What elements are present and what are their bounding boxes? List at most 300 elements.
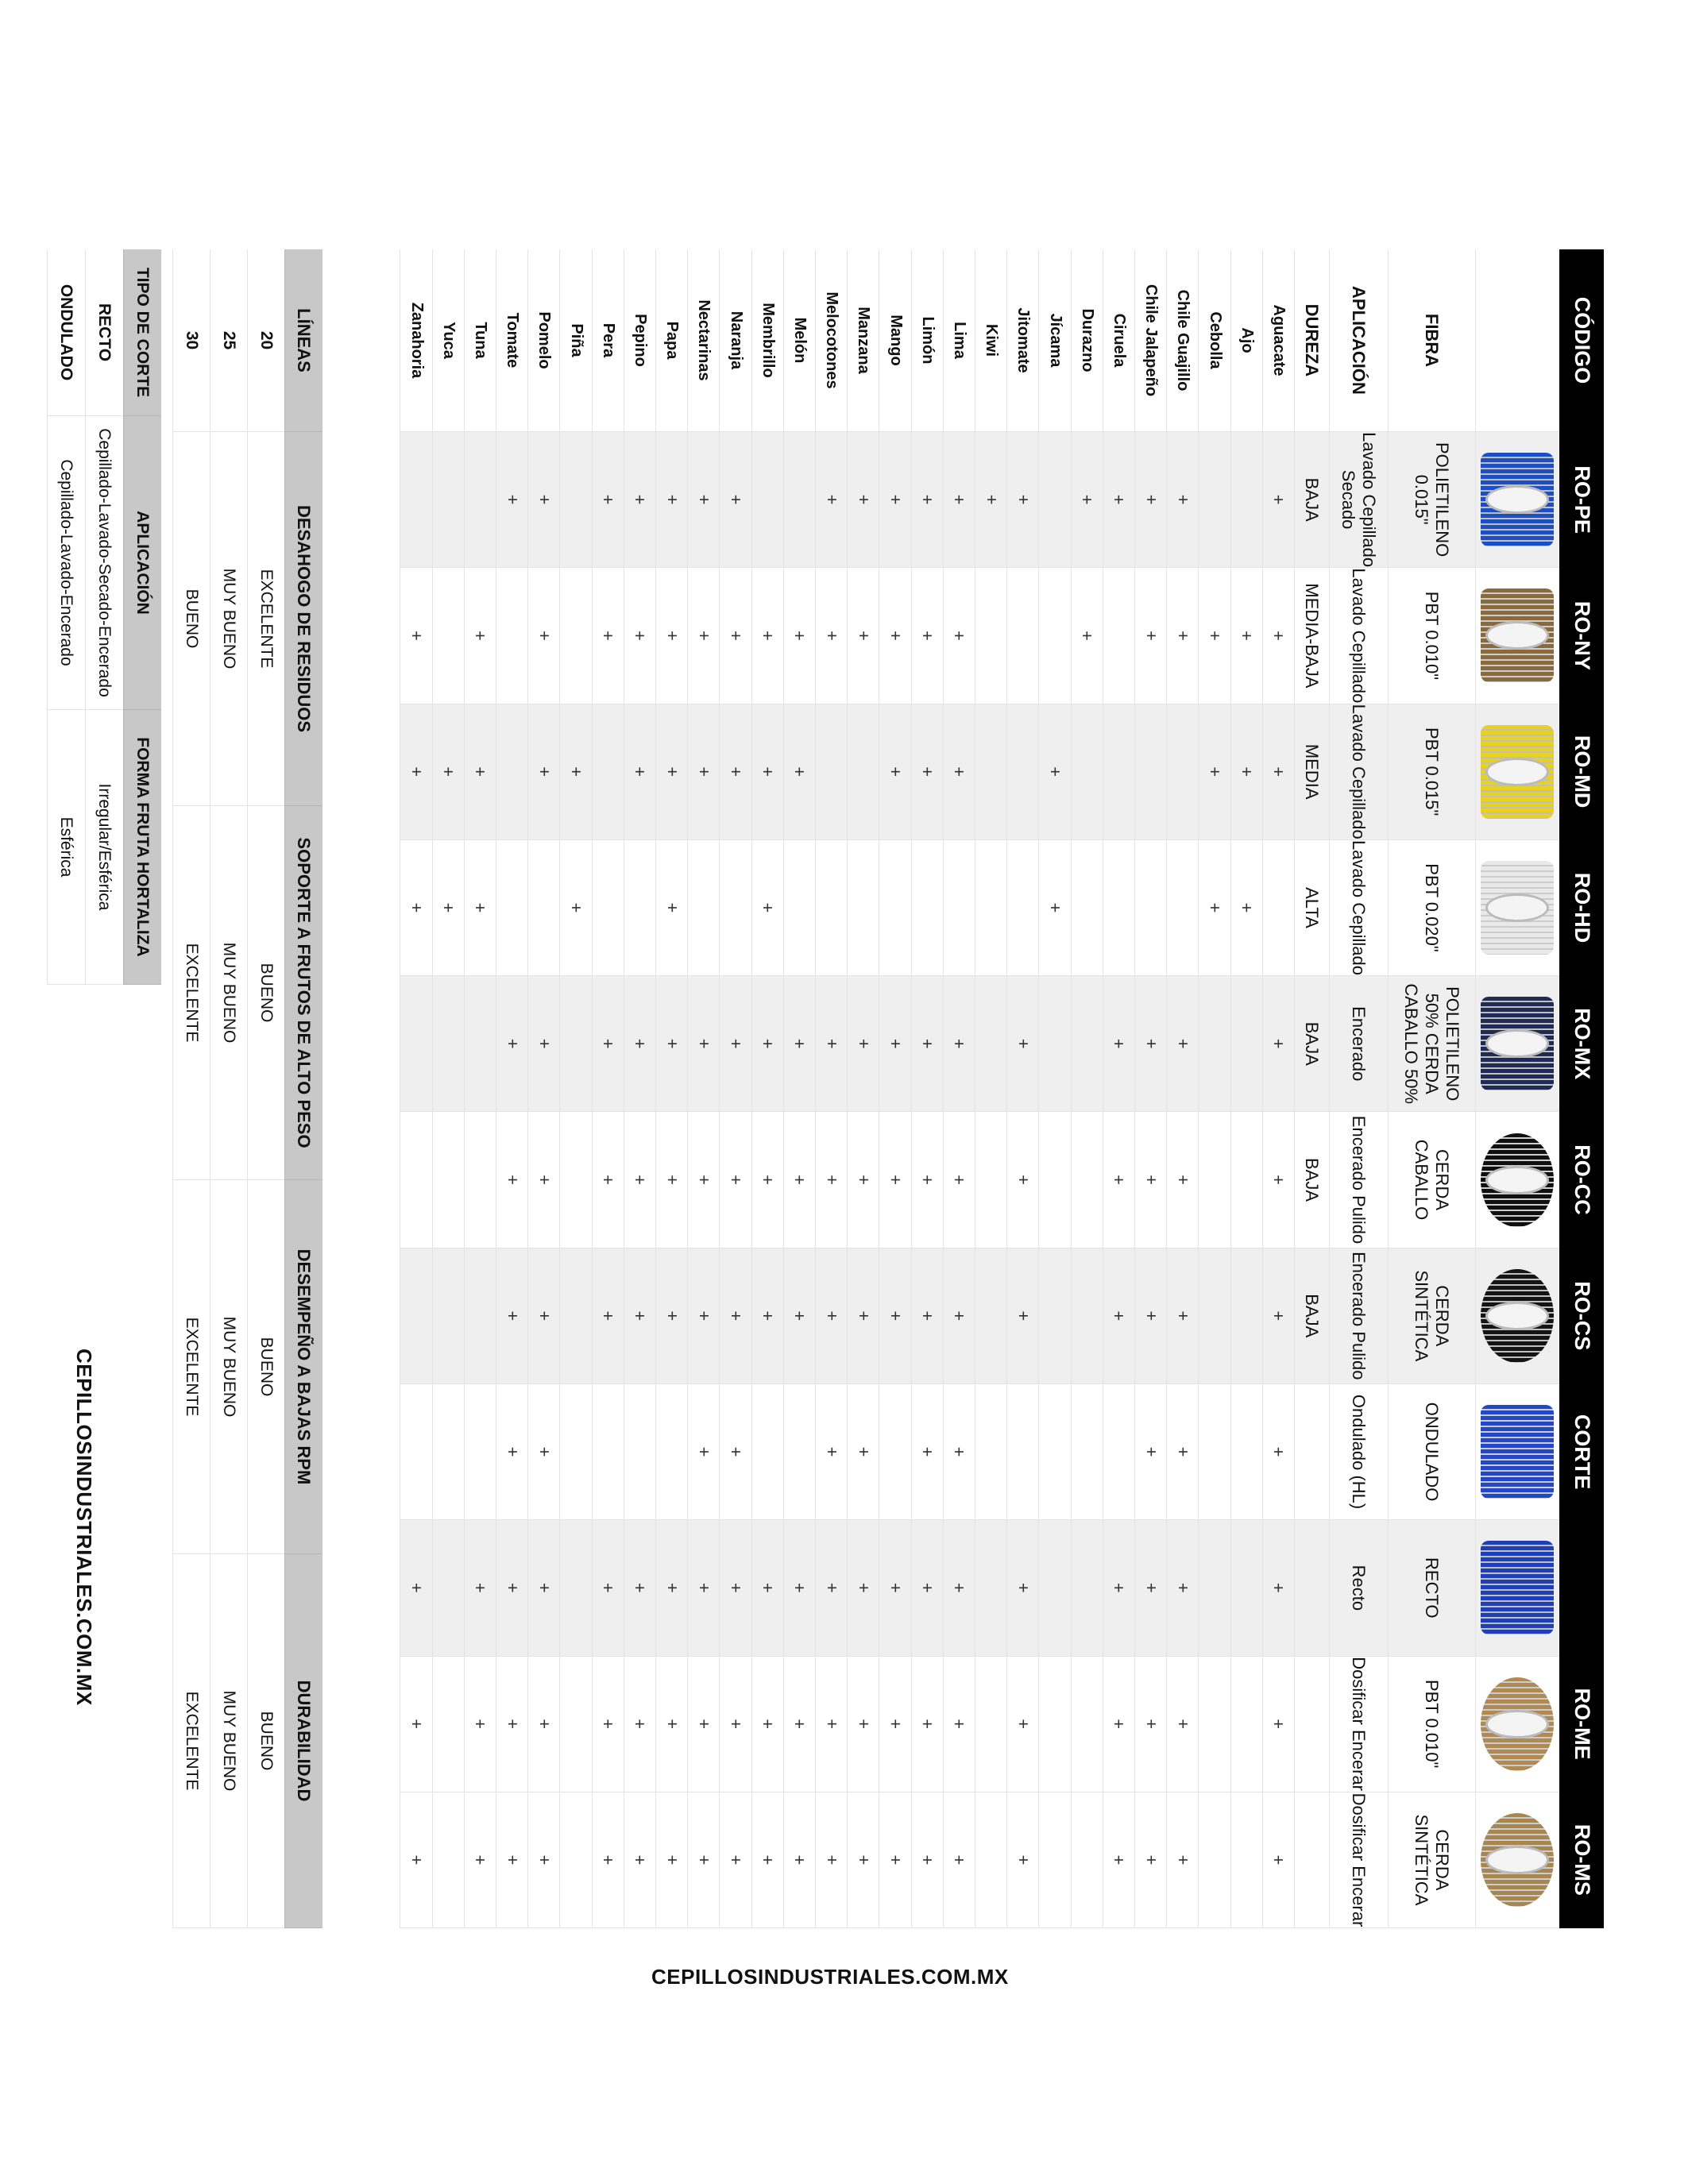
fruit-mark-cell: [400, 1520, 431, 1656]
plus-mark: +: [566, 902, 587, 913]
fruit-row: [1198, 249, 1230, 1928]
fruit-mark-cell: [1166, 1520, 1198, 1656]
plus-mark: +: [886, 630, 906, 641]
fruit-name: Membrillo: [751, 249, 783, 432]
fruit-mark-cell: [783, 568, 815, 704]
plus-mark: +: [949, 1310, 970, 1322]
fruit-mark-cell: [1071, 1520, 1103, 1656]
plus-mark: +: [438, 766, 459, 778]
aplicacion-cell: Encerado: [1329, 976, 1388, 1112]
plus-mark: +: [949, 1175, 970, 1185]
dureza-cell: [1294, 1520, 1329, 1656]
plus-mark: +: [853, 1854, 874, 1866]
plus-mark: +: [949, 1854, 970, 1866]
fruit-name: Mango: [879, 249, 910, 432]
fruit-name: Tomate: [496, 249, 527, 432]
fruit-mark-cell: [911, 1792, 943, 1928]
plus-mark: +: [821, 1854, 842, 1866]
fruit-name: Cebolla: [1198, 249, 1230, 432]
fruit-mark-cell: [432, 1248, 464, 1384]
plus-mark: +: [1172, 494, 1193, 505]
plus-mark: +: [534, 1446, 554, 1457]
plus-mark: +: [1013, 1854, 1033, 1866]
plus-mark: +: [534, 1175, 554, 1185]
plus-mark: +: [949, 1038, 970, 1049]
fruit-mark-cell: [1198, 704, 1230, 840]
fruit-mark-cell: [847, 1520, 879, 1656]
fruit-mark-cell: [624, 1248, 655, 1384]
plus-mark: +: [1269, 1038, 1289, 1049]
bottom-website-text: CEPILLOSINDUSTRIALES.COM.MX: [651, 1965, 1009, 1989]
fruit-mark-cell: [559, 1520, 591, 1656]
fruit-name: Ajo: [1230, 249, 1262, 432]
code-header-2: RO-MD: [1559, 704, 1604, 840]
plus-mark: +: [662, 1175, 682, 1185]
plus-mark: +: [949, 1719, 970, 1730]
plus-mark: +: [758, 766, 778, 778]
fruit-mark-cell: [1262, 1112, 1294, 1248]
corte-row: [47, 249, 85, 985]
plus-mark: +: [693, 494, 714, 505]
fruit-mark-cell: [1198, 976, 1230, 1112]
plus-mark: +: [886, 1582, 906, 1593]
fruit-mark-cell: [1134, 1657, 1166, 1792]
fruit-mark-cell: [592, 1248, 624, 1384]
fruit-mark-cell: [559, 1112, 591, 1248]
plus-mark: +: [1013, 1582, 1033, 1593]
fruit-mark-cell: [1166, 568, 1198, 704]
plus-mark: +: [1237, 630, 1257, 641]
plus-mark: +: [1013, 494, 1033, 505]
fruit-mark-cell: [496, 1792, 527, 1928]
fruit-mark-cell: [879, 976, 910, 1112]
plus-mark: +: [1045, 766, 1066, 778]
plus-mark: +: [790, 1582, 810, 1593]
fruit-mark-cell: [1134, 976, 1166, 1112]
plus-mark: +: [821, 494, 842, 505]
fruit-mark-cell: [624, 1520, 655, 1656]
plus-mark: +: [1109, 494, 1130, 505]
brush-core: [1486, 1302, 1550, 1330]
plus-mark: +: [662, 1582, 682, 1593]
fruit-mark-cell: [1230, 1384, 1262, 1520]
plus-mark: +: [758, 1038, 778, 1049]
fruit-name: Lima: [943, 249, 975, 432]
fruit-mark-cell: [559, 1792, 591, 1928]
brush-core: [1486, 758, 1550, 786]
fruit-name: Kiwi: [975, 249, 1006, 432]
plus-mark: +: [917, 1719, 938, 1730]
fruit-mark-cell: [655, 1657, 687, 1792]
brush-core: [1486, 893, 1550, 922]
fruit-mark-cell: [1262, 1384, 1294, 1520]
plus-mark: +: [1205, 630, 1226, 641]
fruit-name: Manzana: [847, 249, 879, 432]
fruit-mark-cell: [911, 1384, 943, 1520]
brush-core: [1486, 485, 1550, 514]
fruit-mark-cell: [1006, 1792, 1038, 1928]
fruit-mark-cell: [592, 1657, 624, 1792]
fruit-mark-cell: [815, 432, 847, 568]
fruit-mark-cell: [847, 1384, 879, 1520]
fruit-mark-cell: [1071, 704, 1103, 840]
plus-mark: +: [726, 1854, 747, 1866]
fruit-mark-cell: [719, 1520, 751, 1656]
fruit-mark-cell: [432, 1384, 464, 1520]
fruit-mark-cell: [1230, 1112, 1262, 1248]
brush-product-table: [326, 249, 1604, 1928]
fruit-mark-cell: [911, 976, 943, 1112]
plus-mark: +: [949, 494, 970, 505]
fruit-mark-cell: [1230, 1792, 1262, 1928]
plus-mark: +: [1013, 1038, 1033, 1049]
plus-mark: +: [949, 766, 970, 778]
fruit-mark-cell: [1198, 1248, 1230, 1384]
plus-mark: +: [1269, 1175, 1289, 1185]
fruit-mark-cell: [400, 976, 431, 1112]
lines-row: [172, 249, 210, 1928]
fruit-mark-cell: [719, 568, 751, 704]
fruit-mark-cell: [815, 1248, 847, 1384]
plus-mark: +: [853, 494, 874, 505]
fruit-mark-cell: [527, 704, 559, 840]
fruit-row: [975, 249, 1006, 1928]
fruit-mark-cell: [592, 976, 624, 1112]
fruit-mark-cell: [432, 568, 464, 704]
fibra-cell: PBT 0.015": [1388, 704, 1475, 840]
plus-mark: +: [1141, 1582, 1161, 1593]
fruit-mark-cell: [400, 1657, 431, 1792]
plus-mark: +: [1109, 1175, 1130, 1185]
fruit-mark-cell: [847, 432, 879, 568]
plus-mark: +: [1269, 630, 1289, 641]
image-row-label: [1475, 249, 1559, 432]
plus-mark: +: [534, 1582, 554, 1593]
fruit-mark-cell: [432, 704, 464, 840]
fruit-mark-cell: [400, 432, 431, 568]
fruit-mark-cell: [815, 1384, 847, 1520]
fruit-mark-cell: [879, 568, 910, 704]
fruit-row: [911, 249, 943, 1928]
fruit-mark-cell: [1038, 840, 1070, 976]
fruit-mark-cell: [751, 1248, 783, 1384]
fruit-mark-cell: [815, 568, 847, 704]
fruit-mark-cell: [464, 1112, 496, 1248]
fruit-mark-cell: [1038, 1792, 1070, 1928]
fruit-mark-cell: [943, 840, 975, 976]
brush-image-cell: [1475, 1657, 1559, 1792]
plus-mark: +: [693, 766, 714, 778]
fruit-mark-cell: [624, 1112, 655, 1248]
plus-mark: +: [534, 630, 554, 641]
plus-mark: +: [534, 766, 554, 778]
fruit-mark-cell: [751, 1792, 783, 1928]
lines-cell-desahogo: EXCELENTE: [247, 432, 284, 806]
plus-mark: +: [534, 1854, 554, 1866]
fruit-mark-cell: [559, 1248, 591, 1384]
fruit-mark-cell: [592, 1384, 624, 1520]
plus-mark: +: [790, 1854, 810, 1866]
fruit-mark-cell: [1071, 1792, 1103, 1928]
fruit-mark-cell: [687, 704, 719, 840]
code-header-1: RO-NY: [1559, 568, 1604, 704]
fruit-mark-cell: [687, 840, 719, 976]
dureza-cell: MEDIA: [1294, 704, 1329, 840]
fibra-cell: RECTO: [1388, 1520, 1475, 1656]
fruit-mark-cell: [464, 568, 496, 704]
plus-mark: +: [662, 1038, 682, 1049]
fruit-mark-cell: [400, 1112, 431, 1248]
plus-mark: +: [1141, 1446, 1161, 1457]
fruit-mark-cell: [1166, 976, 1198, 1112]
fruit-mark-cell: [527, 568, 559, 704]
fruit-mark-cell: [1166, 1792, 1198, 1928]
fruit-mark-cell: [815, 976, 847, 1112]
fruit-mark-cell: [815, 1112, 847, 1248]
fruit-mark-cell: [1006, 568, 1038, 704]
corte-table: [47, 249, 161, 985]
lines-cell-durabilidad: EXCELENTE: [172, 1554, 210, 1928]
plus-mark: +: [662, 902, 682, 913]
plus-mark: +: [1172, 1310, 1193, 1322]
plus-mark: +: [790, 1175, 810, 1185]
aplicacion-cell: Ondulado (HL): [1329, 1384, 1388, 1520]
plus-mark: +: [821, 1446, 842, 1457]
fruit-mark-cell: [1134, 1248, 1166, 1384]
lines-cell-desempeno: MUY BUENO: [210, 1180, 247, 1554]
fruit-mark-cell: [719, 432, 751, 568]
fruit-mark-cell: [975, 1792, 1006, 1928]
fruit-mark-cell: [687, 432, 719, 568]
plus-mark: +: [1172, 630, 1193, 641]
fruit-mark-cell: [1103, 432, 1134, 568]
fruit-mark-cell: [464, 840, 496, 976]
fruit-mark-cell: [432, 1112, 464, 1248]
fruit-mark-cell: [975, 976, 1006, 1112]
fruit-mark-cell: [687, 1112, 719, 1248]
plus-mark: +: [598, 1175, 619, 1185]
fruit-mark-cell: [879, 1248, 910, 1384]
fruit-mark-cell: [559, 976, 591, 1112]
plus-mark: +: [821, 1310, 842, 1322]
plus-mark: +: [886, 1175, 906, 1185]
fruit-mark-cell: [1262, 568, 1294, 704]
fruit-name: Piña: [559, 249, 591, 432]
fruit-mark-cell: [1230, 976, 1262, 1112]
fruit-mark-cell: [1198, 1384, 1230, 1520]
plus-mark: +: [821, 1582, 842, 1593]
plus-mark: +: [693, 1582, 714, 1593]
fruit-mark-cell: [879, 1792, 910, 1928]
lines-cell-line: 25: [210, 249, 247, 432]
plus-mark: +: [726, 1310, 747, 1322]
plus-mark: +: [470, 630, 491, 641]
fibra-cell: ONDULADO: [1388, 1384, 1475, 1520]
plus-mark: +: [726, 1038, 747, 1049]
fruit-mark-cell: [879, 432, 910, 568]
fruit-mark-cell: [592, 1792, 624, 1928]
plus-mark: +: [693, 1719, 714, 1730]
aplicacion-label: APLICACIÓN: [1329, 249, 1388, 432]
plus-mark: +: [598, 1310, 619, 1322]
fruit-mark-cell: [655, 1248, 687, 1384]
plus-mark: +: [917, 1175, 938, 1185]
aplicacion-cell: Dosificar Encerar: [1329, 1657, 1388, 1792]
fruit-mark-cell: [1198, 1657, 1230, 1792]
fruit-mark-cell: [847, 976, 879, 1112]
fruit-mark-cell: [1103, 568, 1134, 704]
fruit-mark-cell: [655, 704, 687, 840]
fruit-mark-cell: [911, 432, 943, 568]
lines-cell-durabilidad: MUY BUENO: [210, 1554, 247, 1928]
fruit-mark-cell: [1134, 1384, 1166, 1520]
fibra-cell: CERDA CABALLO: [1388, 1112, 1475, 1248]
fruit-mark-cell: [527, 1520, 559, 1656]
corte-cell-forma: Esférica: [47, 710, 85, 985]
fruit-mark-cell: [879, 1112, 910, 1248]
fruit-mark-cell: [400, 704, 431, 840]
fruit-mark-cell: [464, 976, 496, 1112]
lines-cell-desahogo: BUENO: [172, 432, 210, 806]
brush-core: [1486, 1710, 1550, 1738]
fruit-mark-cell: [719, 976, 751, 1112]
brush-image: [1481, 997, 1555, 1090]
fruit-mark-cell: [1166, 1248, 1198, 1384]
plus-mark: +: [1141, 494, 1161, 505]
fruit-mark-cell: [719, 1792, 751, 1928]
corte-cell-forma: Irregular/Esférica: [85, 710, 123, 985]
fruit-row: [815, 249, 847, 1928]
fruit-mark-cell: [879, 1384, 910, 1520]
fruit-mark-cell: [655, 1792, 687, 1928]
fruit-mark-cell: [911, 840, 943, 976]
fruit-mark-cell: [655, 1520, 687, 1656]
plus-mark: +: [502, 494, 523, 505]
fruit-row: [592, 249, 624, 1928]
plus-mark: +: [1237, 766, 1257, 778]
plus-mark: +: [853, 1175, 874, 1185]
fruit-mark-cell: [815, 1657, 847, 1792]
fruit-mark-cell: [1103, 1384, 1134, 1520]
fruit-mark-cell: [1134, 432, 1166, 568]
fruit-mark-cell: [783, 704, 815, 840]
fruit-mark-cell: [687, 1520, 719, 1656]
fruit-mark-cell: [496, 1657, 527, 1792]
plus-mark: +: [790, 1038, 810, 1049]
fruit-mark-cell: [943, 1792, 975, 1928]
fibra-cell: PBT 0.010": [1388, 568, 1475, 704]
brush-image: [1481, 1133, 1555, 1227]
fruit-mark-cell: [1038, 704, 1070, 840]
plus-mark: +: [502, 1582, 523, 1593]
fruit-mark-cell: [1006, 1657, 1038, 1792]
plus-mark: +: [1109, 1582, 1130, 1593]
fruit-name: Melocotones: [815, 249, 847, 432]
plus-mark: +: [502, 1446, 523, 1457]
fruit-mark-cell: [655, 840, 687, 976]
plus-mark: +: [407, 1719, 427, 1730]
fruit-row: [464, 249, 496, 1928]
plus-mark: +: [853, 1310, 874, 1322]
fruit-mark-cell: [527, 976, 559, 1112]
dureza-cell: BAJA: [1294, 1248, 1329, 1384]
plus-mark: +: [598, 1582, 619, 1593]
fibra-row: [1388, 249, 1475, 1928]
fruit-mark-cell: [943, 1248, 975, 1384]
fruit-mark-cell: [1166, 1112, 1198, 1248]
code-header-8: [1559, 1520, 1604, 1656]
fibra-cell: PBT 0.020": [1388, 840, 1475, 976]
plus-mark: +: [1269, 494, 1289, 505]
plus-mark: +: [693, 1310, 714, 1322]
plus-mark: +: [821, 1175, 842, 1185]
fruit-row: [400, 249, 431, 1928]
fruit-mark-cell: [1103, 1248, 1134, 1384]
brush-core: [1486, 621, 1550, 650]
fruit-row: [1166, 249, 1198, 1928]
plus-mark: +: [758, 630, 778, 641]
fruit-mark-cell: [1006, 1384, 1038, 1520]
brush-image: [1481, 588, 1555, 682]
plus-mark: +: [758, 1175, 778, 1185]
fruit-mark-cell: [1038, 1657, 1070, 1792]
plus-mark: +: [534, 1719, 554, 1730]
fruit-mark-cell: [464, 704, 496, 840]
plus-mark: +: [1013, 1175, 1033, 1185]
fruit-mark-cell: [464, 1520, 496, 1656]
code-header-row: [1559, 249, 1604, 1928]
fruit-mark-cell: [687, 976, 719, 1112]
plus-mark: +: [1172, 1175, 1193, 1185]
fruit-mark-cell: [559, 1657, 591, 1792]
aplicacion-cell: Lavado Cepillado: [1329, 704, 1388, 840]
fruit-mark-cell: [496, 1384, 527, 1520]
fruit-mark-cell: [751, 840, 783, 976]
aplicacion-cell: Recto: [1329, 1520, 1388, 1656]
aplicacion-cell: Dosificar Encerar: [1329, 1792, 1388, 1928]
plus-mark: +: [886, 766, 906, 778]
fruit-name: Zanahoria: [400, 249, 431, 432]
fruit-name: Papa: [655, 249, 687, 432]
fruit-mark-cell: [975, 840, 1006, 976]
fruit-mark-cell: [624, 432, 655, 568]
plus-mark: +: [917, 1854, 938, 1866]
fruit-mark-cell: [879, 1520, 910, 1656]
fruit-mark-cell: [943, 568, 975, 704]
dureza-cell: BAJA: [1294, 976, 1329, 1112]
fruit-mark-cell: [847, 568, 879, 704]
fruit-mark-cell: [1038, 976, 1070, 1112]
fruit-mark-cell: [1134, 1520, 1166, 1656]
brush-image: [1481, 1405, 1555, 1499]
fruit-mark-cell: [783, 432, 815, 568]
brush-core: [1486, 1166, 1550, 1194]
fruit-mark-cell: [911, 1657, 943, 1792]
plus-mark: +: [726, 1175, 747, 1185]
fruit-mark-cell: [751, 1657, 783, 1792]
corte-cell-aplicacion: Cepillado-Lavado-Secado-Encerado: [85, 416, 123, 710]
plus-mark: +: [1141, 630, 1161, 641]
plus-mark: +: [502, 1038, 523, 1049]
plus-mark: +: [407, 1582, 427, 1593]
plus-mark: +: [758, 902, 778, 913]
plus-mark: +: [470, 902, 491, 913]
fruit-row: [655, 249, 687, 1928]
plus-mark: +: [502, 1719, 523, 1730]
code-header-4: RO-MX: [1559, 976, 1604, 1112]
fruit-mark-cell: [592, 840, 624, 976]
fruit-mark-cell: [1166, 1657, 1198, 1792]
